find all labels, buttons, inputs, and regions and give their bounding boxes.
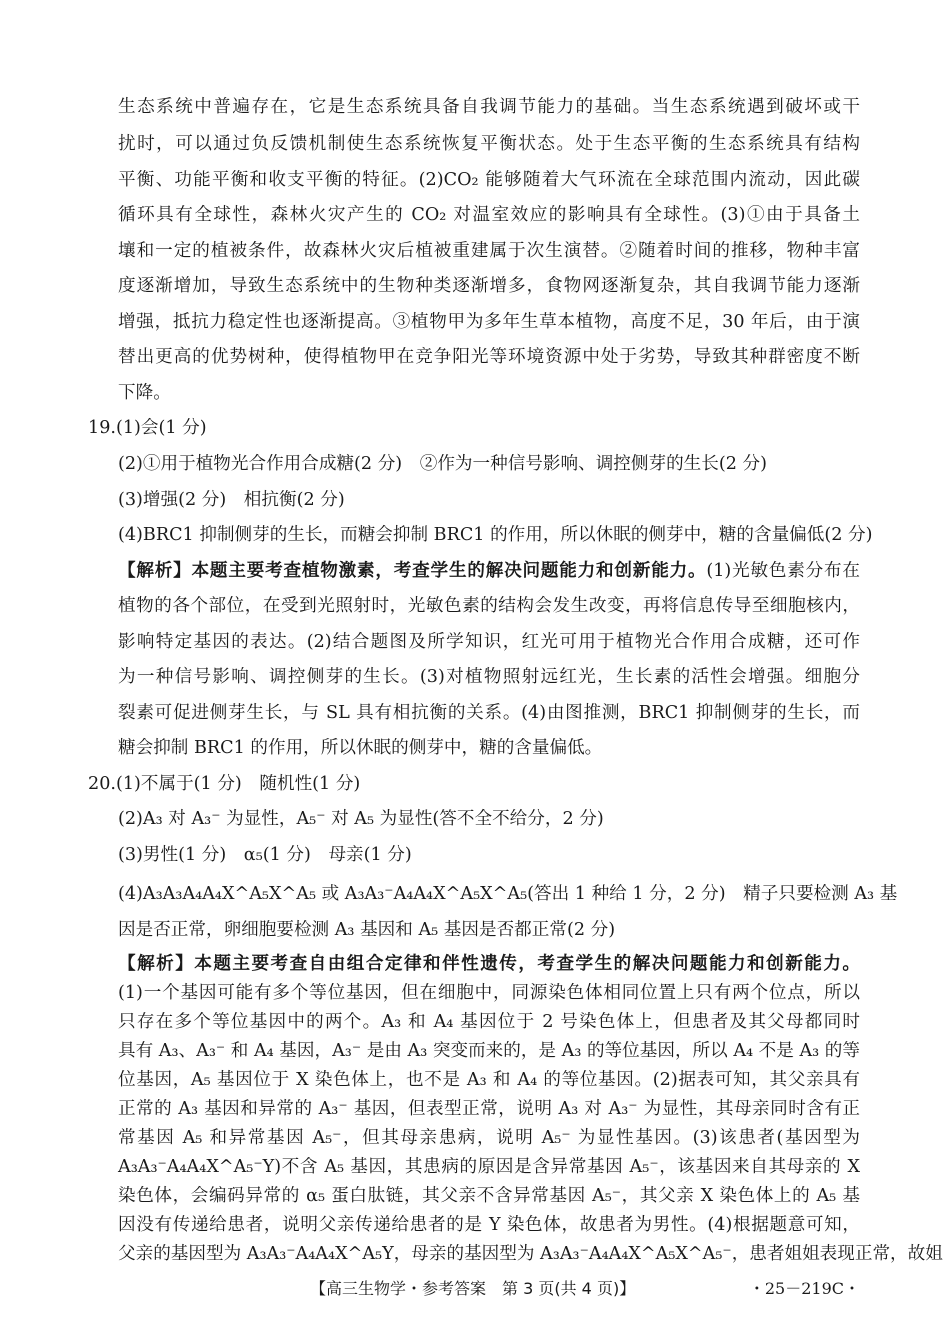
text-line: A₃A₃⁻A₄A₄X^A₅⁻Y)不含 A₅ 基因，其患病的原因是含异常基因 A₅⁻，该基因来自其母亲的 X bbox=[118, 1157, 860, 1177]
answer-20-part1: 20.(1)不属于(1 分) 随机性(1 分) bbox=[88, 774, 361, 794]
analysis-20-line bbox=[118, 950, 860, 979]
text-line: 度逐渐增加，导致生态系统中的生物种类逐渐增多，食物网逐渐复杂，其自我调节能力逐渐 bbox=[118, 276, 860, 296]
text-line: 裂素可促进侧芽生长，与 SL 具有相抗衡的关系。(4)由图推测，BRC1 抑制侧芽的生长，而 bbox=[118, 703, 860, 723]
text-line: 因没有传递给患者，说明父亲传递给患者的是 Y 染色体，故患者为男性。(4)根据题意可知， bbox=[118, 1215, 860, 1235]
answer-20-part4: (4)A₃A₃A₄A₄X^A₅X^A₅ 或 A₃A₃⁻A₄A₄X^A₅X^A₅(答出 1 种给 1 分，2 分) 精子只要检测 A₃ 基 bbox=[118, 884, 898, 904]
footer-code: ・25－219C・ bbox=[748, 1279, 860, 1298]
text-line: 增强，抵抗力稳定性也逐渐提高。③植物甲为多年生草本植物，高度不足，30 年后，由于演 bbox=[118, 312, 860, 332]
text-line: (1)一个基因可能有多个等位基因，但在细胞中，同源染色体相同位置上只有两个位点，所以 bbox=[118, 983, 860, 1003]
text-line: 具有 A₃、A₃⁻ 和 A₄ 基因，A₃⁻ 是由 A₃ 突变而来的，是 A₃ 的等位基因，所以 A₄ 不是 A₃ 的等 bbox=[118, 1041, 860, 1061]
text-line: 平衡、功能平衡和收支平衡的特征。(2)CO₂ 能够随着大气环流在全球范围内流动，因此碳 bbox=[118, 170, 860, 190]
answer-20-part3: (3)男性(1 分) α₅(1 分) 母亲(1 分) bbox=[118, 845, 412, 865]
text-line: 影响特定基因的表达。(2)结合题图及所学知识，红光可用于植物光合作用合成糖，还可作 bbox=[118, 632, 860, 652]
analysis-heading: 【解析】本题主要考查自由组合定律和伴性遗传，考查学生的解决问题能力和创新能力。 bbox=[118, 954, 860, 974]
text-line: 壤和一定的植被条件，故森林火灾后植被重建属于次生演替。②随着时间的推移，物种丰富 bbox=[118, 241, 860, 261]
text-line: 下降。 bbox=[118, 383, 171, 403]
answer-19-part3: (3)增强(2 分) 相抗衡(2 分) bbox=[118, 490, 345, 510]
analysis-heading: 【解析】本题主要考查植物激素，考查学生的解决问题能力和创新能力。 bbox=[118, 561, 707, 581]
text-line: 父亲的基因型为 A₃A₃⁻A₄A₄X^A₅Y，母亲的基因型为 A₃A₃⁻A₄A₄X^A₅X^A₅⁻，患者姐姐表现正常，故姐 bbox=[118, 1244, 943, 1264]
analysis-19-line bbox=[118, 555, 860, 588]
text-line: 常基因 A₅ 和异常基因 A₅⁻，但其母亲患病，说明 A₅⁻ 为显性基因。(3)该患者(基因型为 bbox=[118, 1128, 860, 1148]
analysis-text: (1)光敏色素分布在 bbox=[706, 561, 860, 581]
text-line: 正常的 A₃ 基因和异常的 A₃⁻ 基因，但表型正常，说明 A₃ 对 A₃⁻ 为显性，其母亲同时含有正 bbox=[118, 1099, 860, 1119]
text-line: 只存在多个等位基因中的两个。A₃ 和 A₄ 基因位于 2 号染色体上，但患者及其父母都同时 bbox=[118, 1012, 860, 1032]
text-line: 扰时，可以通过负反馈机制使生态系统恢复平衡状态。处于生态平衡的生态系统具有结构 bbox=[118, 134, 860, 154]
text-line: 糖会抑制 BRC1 的作用，所以休眠的侧芽中，糖的含量偏低。 bbox=[118, 738, 603, 758]
page-footer bbox=[0, 1276, 950, 1302]
text-line: 染色体，会编码异常的 α₅ 蛋白肽链，其父亲不含异常基因 A₅⁻，其父亲 X 染色体上的 A₅ 基 bbox=[118, 1186, 860, 1206]
footer-title: 【高三生物学・参考答案 第 3 页(共 4 页)】 bbox=[310, 1279, 636, 1298]
answer-20-part2: (2)A₃ 对 A₃⁻ 为显性，A₅⁻ 对 A₅ 为显性(答不全不给分，2 分) bbox=[118, 809, 604, 829]
text-line: 循环具有全球性，森林火灾产生的 CO₂ 对温室效应的影响具有全球性。(3)①由于具备土 bbox=[118, 205, 860, 225]
text-line: 因是否正常，卵细胞要检测 A₃ 基因和 A₅ 基因是否都正常(2 分) bbox=[118, 920, 616, 940]
text-line: 生态系统中普遍存在，它是生态系统具备自我调节能力的基础。当生态系统遇到破坏或干 bbox=[118, 97, 860, 117]
answer-19-part1: 19.(1)会(1 分) bbox=[88, 418, 207, 438]
answer-19-part4: (4)BRC1 抑制侧芽的生长，而糖会抑制 BRC1 的作用，所以休眠的侧芽中，糖的含量偏低(2 分) bbox=[118, 525, 873, 545]
answer-19-part2: (2)①用于植物光合作用合成糖(2 分) ②作为一种信号影响、调控侧芽的生长(2 分) bbox=[118, 454, 767, 474]
text-line: 位基因，A₅ 基因位于 X 染色体上，也不是 A₃ 和 A₄ 的等位基因。(2)据表可知，其父亲具有 bbox=[118, 1070, 860, 1090]
text-line: 植物的各个部位，在受到光照射时，光敏色素的结构会发生改变，再将信息传导至细胞核内， bbox=[118, 596, 860, 616]
text-line: 替出更高的优势树种，使得植物甲在竞争阳光等环境资源中处于劣势，导致其种群密度不断 bbox=[118, 347, 860, 367]
text-line: 为一种信号影响、调控侧芽的生长。(3)对植物照射远红光，生长素的活性会增强。细胞分 bbox=[118, 667, 860, 687]
